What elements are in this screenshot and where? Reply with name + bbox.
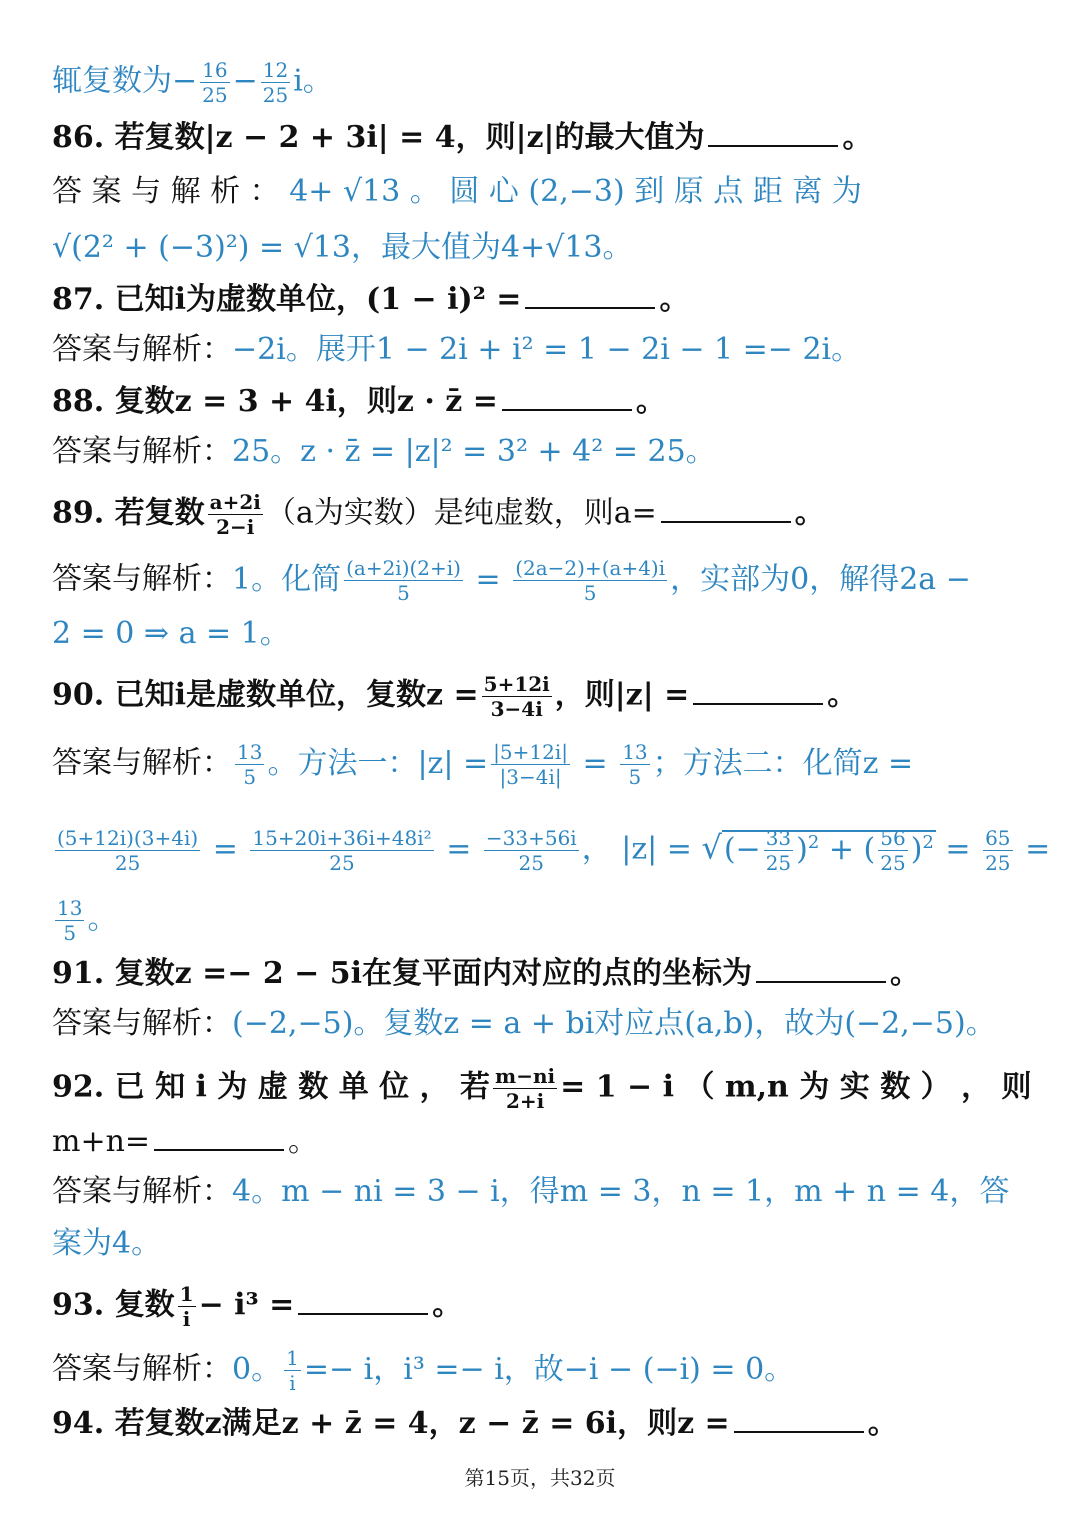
- fraction: $\frac{13}{5}$: [57, 896, 83, 945]
- answer-blank[interactable]: [661, 495, 791, 523]
- answer-86-line1: 答 案 与 解 析 ： 4+ √13 。 圆 心 (2,−3) 到 原 点 距 离 为: [52, 174, 862, 209]
- answer-90-line1: 答案与解析： $\frac{13}{5}$ 。方法一：|z| = $\frac{|5+12i|}{|3-4i|}$ = $\frac{13}{5}$ ；方法二：化简z =: [52, 740, 914, 789]
- text: 辄复数为−: [52, 63, 198, 99]
- fraction: $\frac{56}{25}$: [880, 826, 906, 875]
- answer-89-line2: 2 = 0 ⇒ a = 1。: [52, 616, 290, 651]
- answer-blank[interactable]: [154, 1123, 284, 1151]
- answer-91: 答案与解析：(−2,−5)。复数z = a + bi对应点(a,b)，故为(−2,−5)。: [52, 1006, 996, 1041]
- answer-89-line1: 答案与解析：1。化简 $\frac{(a+2i)(2+i)}{5}$ = $\frac{(2a-2)+(a+4)i}{5}$ ，实部为0，解得2a −: [52, 556, 971, 605]
- fraction: $\frac{5+12i}{3-4i}$: [483, 672, 550, 721]
- answer-92-line1: 答案与解析：4。m − ni = 3 − i，得m = 3，n = 1，m + n = 4，答: [52, 1174, 1010, 1209]
- answer-blank[interactable]: [734, 1405, 864, 1433]
- fraction: $\frac{16}{25}$: [202, 58, 228, 107]
- answer-blank[interactable]: [502, 383, 632, 411]
- question-86: 86. 若复数|z − 2 + 3i| = 4，则|z|的最大值为 。: [52, 120, 873, 155]
- question-94: 94. 若复数z满足z + z̄ = 4，z − z̄ = 6i，则z = 。: [52, 1406, 898, 1441]
- fraction: $\frac{(2a-2)+(a+4)i}{5}$: [515, 556, 666, 605]
- answer-86-line2: √(2² + (−3)²) = √13，最大值为4+√13。: [52, 230, 633, 265]
- fraction: $\frac{13}{5}$: [622, 740, 648, 789]
- answer-93: 答案与解析：0。 $\frac{1}{i}$ =− i，i³ =− i，故−i − (−i) = 0。: [52, 1346, 795, 1395]
- fraction: $\frac{1}{i}$: [286, 1346, 299, 1395]
- question-90: 90. 已知i是虚数单位，复数z = $\frac{5+12i}{3-4i}$ ，则|z| = 。: [52, 672, 858, 721]
- fraction: $\frac{\text{15+20i+36i+48i²}}{25}$: [252, 826, 432, 875]
- question-92: 92. 已 知 i 为 虚 数 单 位 ， 若 $\frac{m-ni}{2+i}$ = 1 − i （ m,n 为 实 数 ） ， 则: [52, 1064, 1032, 1113]
- question-91: 91. 复数z =− 2 − 5i在复平面内对应的点的坐标为 。: [52, 956, 921, 991]
- question-93: 93. 复数 $\frac{1}{i}$ − i³ = 。: [52, 1282, 463, 1331]
- fraction: $\frac{12}{25}$: [262, 58, 289, 107]
- answer-90-line3: $\frac{13}{5}$ 。: [57, 896, 118, 945]
- answer-88: 答案与解析：25。z · z̄ = |z|² = 3² + 4² = 25。: [52, 434, 716, 469]
- fraction: $\frac{(a+2i)(2+i)}{5}$: [346, 556, 461, 605]
- question-92-line2: m+n= 。: [52, 1124, 319, 1159]
- page-footer: 第15页，共32页: [464, 1466, 616, 1490]
- answer-92-line2: 案为4。: [52, 1226, 162, 1261]
- answer-blank[interactable]: [693, 677, 823, 705]
- answer-90-line2: $\frac{(5+12i)(3+4i)}{25}$ = $\frac{\text{15+20i+36i+48i²}}{25}$ = $\frac{-33+56i}{25}$ ， |z| = √(− $\frac{33}{25}$ )$^2$ + ( $\frac{56}{25}$ )$^2$ = $\frac{65}{25}$ =: [57, 826, 1051, 875]
- answer-blank[interactable]: [298, 1287, 428, 1315]
- fraction: $\frac{|5+12i|}{|3-4i|}$: [493, 740, 568, 789]
- fraction: $\frac{1}{i}$: [179, 1282, 194, 1331]
- question-87: 87. 已知i为虚数单位，(1 − i)² = 。: [52, 282, 690, 317]
- fraction: $\frac{65}{25}$: [985, 826, 1011, 875]
- carry-over-line: 辄复数为− $\frac{16}{25}$ − $\frac{12}{25}$ i。: [52, 58, 333, 107]
- fraction: $\frac{a+2i}{2-i}$: [209, 490, 261, 539]
- fraction: $\frac{m-ni}{2+i}$: [495, 1064, 556, 1113]
- fraction: $\frac{13}{5}$: [237, 740, 263, 789]
- fraction: $\frac{-33+56i}{25}$: [485, 826, 577, 875]
- answer-blank[interactable]: [708, 119, 838, 147]
- answer-87: 答案与解析：−2i。展开1 − 2i + i² = 1 − 2i − 1 =− 2i。: [52, 332, 862, 367]
- fraction: $\frac{(5+12i)(3+4i)}{25}$: [57, 826, 199, 875]
- fraction: $\frac{33}{25}$: [765, 826, 792, 875]
- question-89: 89. 若复数 $\frac{a+2i}{2-i}$ （a为实数）是纯虚数，则a= 。: [52, 490, 825, 539]
- answer-blank[interactable]: [525, 281, 655, 309]
- answer-blank[interactable]: [756, 955, 886, 983]
- question-88: 88. 复数z = 3 + 4i，则z · z̄ = 。: [52, 384, 666, 419]
